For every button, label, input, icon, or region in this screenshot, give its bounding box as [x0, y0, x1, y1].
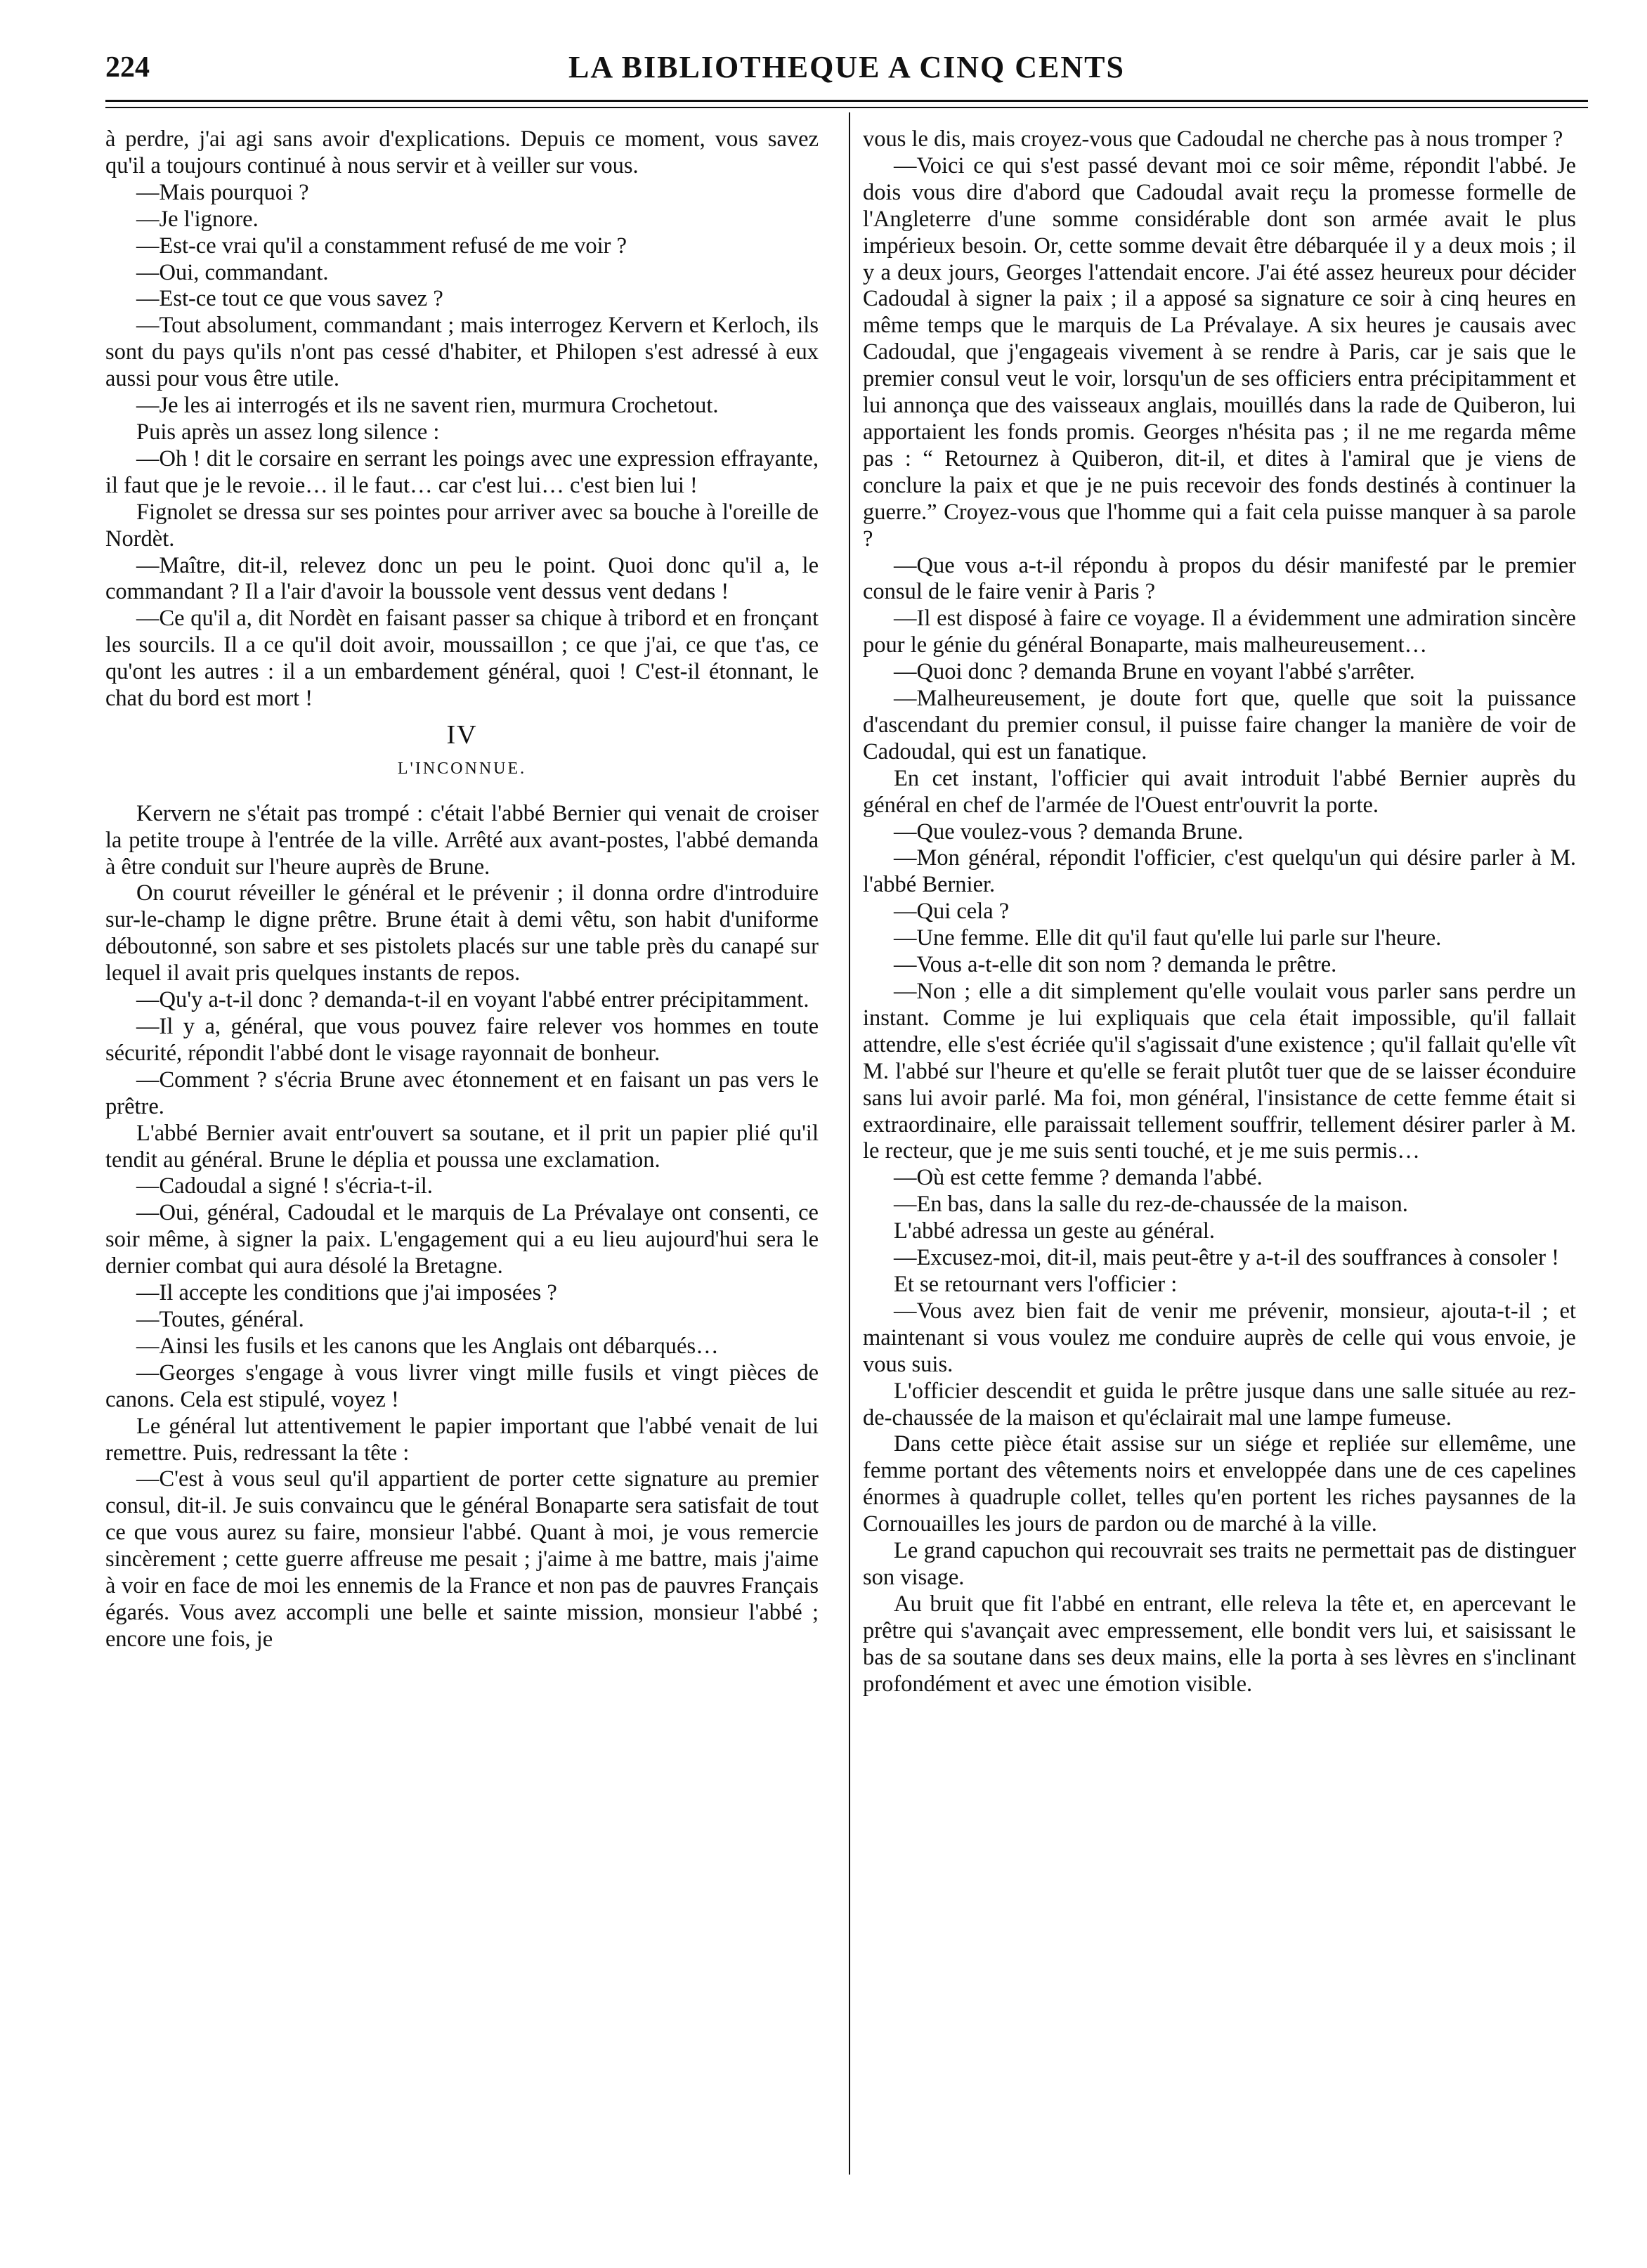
- paragraph: —Que voulez-vous ? demanda Brune.: [894, 819, 1244, 845]
- paragraph: —Tout absolument, commandant ; mais interrogez Kervern et Kerloch, ils sont du pays qu'ils n'ont pas cessé d'habiter, et Philopen s'est adressé à eux aussi pour vous être utile.: [105, 313, 819, 392]
- paragraph: Le grand capuchon qui recouvrait ses traits ne permettait pas de distinguer son visage.: [863, 1538, 1576, 1590]
- paragraph: —Maître, dit-il, relevez donc un peu le point. Quoi donc qu'il a, le commandant ? Il a l'air d'avoir la boussole vent dessus vent dedans !: [105, 552, 819, 605]
- paragraph: —Comment ? s'écria Brune avec étonnement et en faisant un pas vers le prêtre.: [105, 1067, 819, 1119]
- header-rule-secondary: [105, 107, 1588, 108]
- column-divider: [849, 112, 850, 2175]
- paragraph: —Malheureusement, je doute fort que, quelle que soit la puissance d'ascendant du premier consul, il puisse faire changer la manière de voir de Cadoudal, qui est un fanatique.: [863, 686, 1576, 764]
- paragraph: Kervern ne s'était pas trompé : c'était l'abbé Bernier qui venait de croiser la petite troupe à l'entrée de la ville. Arrêté aux avant-postes, l'abbé demanda à être conduit sur l'heure auprès de Brune.: [105, 800, 819, 880]
- paragraph: vous le dis, mais croyez-vous que Cadoudal ne cherche pas à nous tromper ?: [863, 126, 1563, 152]
- paragraph: Au bruit que fit l'abbé en entrant, elle releva la tête et, en apercevant le prêtre qui s'avançait avec empressement, elle bondit vers lui, et saisissant le bas de sa soutane dans ses deux mains, elle la porta à ses lèvres en s'inclinant profondément et avec une émotion visible.: [863, 1591, 1576, 1697]
- paragraph: —Vous a-t-elle dit son nom ? demanda le prêtre.: [894, 952, 1337, 978]
- paragraph: —Il y a, général, que vous pouvez faire relever vos hommes en toute sécurité, répondit l'abbé dont le visage rayonnait de bonheur.: [105, 1014, 819, 1066]
- paragraph: —Il est disposé à faire ce voyage. Il a évidemment une admiration sincère pour le génie du général Bonaparte, mais malheureusement…: [863, 606, 1576, 658]
- paragraph: Puis après un assez long silence :: [136, 419, 440, 445]
- paragraph: Et se retournant vers l'officier :: [894, 1271, 1178, 1297]
- paragraph: L'abbé Bernier avait entr'ouvert sa soutane, et il prit un papier plié qu'il tendit au général. Brune le déplia et poussa une exclamation.: [105, 1120, 819, 1173]
- paragraph: —Où est cette femme ? demanda l'abbé.: [894, 1165, 1263, 1191]
- paragraph: à perdre, j'ai agi sans avoir d'explications. Depuis ce moment, vous savez qu'il a toujours continué à nous servir et à veiller sur vous.: [105, 126, 819, 178]
- paragraph: L'officier descendit et guida le prêtre jusque dans une salle située au rez-de-chaussée de la maison et qu'éclairait mal une lampe fumeuse.: [863, 1378, 1576, 1430]
- paragraph: —Je l'ignore.: [136, 206, 259, 232]
- paragraph: —Toutes, général.: [136, 1306, 304, 1332]
- paragraph: —Ainsi les fusils et les canons que les Anglais ont débarqués…: [136, 1333, 719, 1359]
- paragraph: En cet instant, l'officier qui avait introduit l'abbé Bernier auprès du général en chef de l'armée de l'Ouest entr'ouvrit la porte.: [863, 765, 1576, 818]
- paragraph: —Qu'y a-t-il donc ? demanda-t-il en voyant l'abbé entrer précipitamment.: [136, 987, 809, 1013]
- paragraph: —Excusez-moi, dit-il, mais peut-être y a-t-il des souffrances à consoler !: [894, 1245, 1559, 1271]
- chapter-title: L'INCONNUE.: [397, 759, 527, 778]
- paragraph: Fignolet se dressa sur ses pointes pour arriver avec sa bouche à l'oreille de Nordèt.: [105, 499, 819, 552]
- paragraph: —Que vous a-t-il répondu à propos du désir manifesté par le premier consul de le faire venir à Paris ?: [863, 552, 1576, 605]
- paragraph: Dans cette pièce était assise sur un siége et repliée sur ellemême, une femme portant des vêtements noirs et enveloppée dans une de ces capelines énormes à quadruple collet, telles qu'en portent les riches paysannes de la Cornouailles les jours de pardon ou de marché à la ville.: [863, 1431, 1576, 1537]
- paragraph: —Oui, commandant.: [136, 259, 329, 285]
- paragraph: —Cadoudal a signé ! s'écria-t-il.: [136, 1173, 433, 1199]
- paragraph: —Quoi donc ? demanda Brune en voyant l'abbé s'arrêter.: [894, 659, 1415, 685]
- paragraph: —Il accepte les conditions que j'ai imposées ?: [136, 1280, 557, 1306]
- right-column: [863, 126, 1576, 1697]
- running-title: LA BIBLIOTHEQUE A CINQ CENTS: [568, 50, 1125, 84]
- page-number: 224: [105, 51, 150, 84]
- paragraph: —Oui, général, Cadoudal et le marquis de La Prévalaye ont consenti, ce soir même, à signer la paix. L'engagement qui a eu lieu aujourd'hui sera le dernier combat qui aura désolé la Bretagne.: [105, 1200, 819, 1279]
- paragraph: —Voici ce qui s'est passé devant moi ce soir même, répondit l'abbé. Je dois vous dire d'abord que Cadoudal avait reçu la promesse formelle de l'Angleterre d'une somme considérable dont son armée avait le plus impérieux besoin. Or, cette somme devait être débarquée il y a deux mois ; il y a deux jours, Georges l'attendait encore. J'ai été assez heureux pour décider Cadoudal à signer la paix ; il a apposé sa signature ce soir à cinq heures en même temps que le marquis de La Prévalaye. A six heures je causais avec Cadoudal, que j'engageais vivement à se rendre à Paris, car je sais que le premier consul veut le voir, lorsqu'un de ses officiers entra précipitamment et lui annonça que des vaisseaux anglais, mouillés dans la rade de Quiberon, lui apportaient les fonds promis. Georges n'hésita pas ; il ne me regarda même pas : “ Retournez à Quiberon, dit-il, et dites à l'amiral que je viens de conclure la paix et que je ne puis recevoir des fonds destinés à continuer la guerre.” Croyez-vous que l'homme qui a fait cela puisse manquer à sa parole ?: [863, 152, 1576, 552]
- paragraph: —En bas, dans la salle du rez-de-chaussée de la maison.: [894, 1192, 1408, 1218]
- paragraph: —Ce qu'il a, dit Nordèt en faisant passer sa chique à tribord et en fronçant les sourcils. Il a ce qu'il doit avoir, moussaillon ; ce que j'ai, ce que t'as, ce qu'ont les autres : il a un embardement général, quoi ! C'est-il étonnant, le chat du bord est mort !: [105, 606, 819, 712]
- paragraph: L'abbé adressa un geste au général.: [894, 1218, 1216, 1244]
- chapter-number: IV: [446, 719, 478, 750]
- header-rule: [105, 100, 1588, 102]
- paragraph: —Vous avez bien fait de venir me prévenir, monsieur, ajouta-t-il ; et maintenant si vous voulez me conduire auprès de celle qui vous envoie, je vous suis.: [863, 1298, 1576, 1377]
- paragraph: —Non ; elle a dit simplement qu'elle voulait vous parler sans perdre un instant. Comme je lui expliquais que cela était impossible, qu'il fallait attendre, elle s'est écriée qu'il s'agissait d'une existence ; qu'il fallait qu'elle vît M. l'abbé sur l'heure et qu'elle se ferait plutôt tuer que de se laisser éconduire sans lui avoir parlé. Ma foi, mon général, l'insistance de cette femme était si extraordinaire, elle paraissait tellement souffrir, tellement désirer parler à M. le recteur, que je me suis senti touché, et je me suis permis…: [863, 979, 1576, 1164]
- paragraph: —C'est à vous seul qu'il appartient de porter cette signature au premier consul, dit-il. Je suis convaincu que le général Bonaparte sera satisfait de tout ce que vous aurez su faire, monsieur l'abbé. Quant à moi, je vous remercie sincèrement ; cette guerre affreuse me pesait ; j'aime à me battre, mais j'aime à voir en face de moi les ennemis de la France et non pas de pauvres Français égarés. Vous avez accompli une belle et sainte mission, monsieur l'abbé ; encore une fois, je: [105, 1466, 819, 1652]
- paragraph: —Qui cela ?: [894, 899, 1010, 925]
- paragraph: —Mais pourquoi ?: [136, 179, 309, 205]
- paragraph: —Est-ce tout ce que vous savez ?: [136, 286, 443, 312]
- paragraph: On courut réveiller le général et le prévenir ; il donna ordre d'introduire sur-le-champ le digne prêtre. Brune était à demi vêtu, son habit d'uniforme déboutonné, son sabre et ses pistolets placés sur une table près du canapé sur lequel il avait pris quelques instants de repos.: [105, 880, 819, 986]
- paragraph: —Georges s'engage à vous livrer vingt mille fusils et vingt pièces de canons. Cela est stipulé, voyez !: [105, 1360, 819, 1412]
- paragraph: —Je les ai interrogés et ils ne savent rien, murmura Crochetout.: [136, 393, 719, 419]
- page-header: [105, 41, 1588, 97]
- paragraph: Le général lut attentivement le papier important que l'abbé venait de lui remettre. Puis, redressant la tête :: [105, 1413, 819, 1466]
- paragraph: —Une femme. Elle dit qu'il faut qu'elle lui parle sur l'heure.: [894, 925, 1442, 951]
- paragraph: —Est-ce vrai qu'il a constamment refusé de me voir ?: [136, 233, 627, 259]
- paragraph: —Oh ! dit le corsaire en serrant les poings avec une expression effrayante, il faut que je le revoie… il le faut… car c'est lui… c'est bien lui !: [105, 445, 819, 498]
- left-column: [105, 126, 819, 1653]
- paragraph: —Mon général, répondit l'officier, c'est quelqu'un qui désire parler à M. l'abbé Bernier.: [863, 845, 1576, 898]
